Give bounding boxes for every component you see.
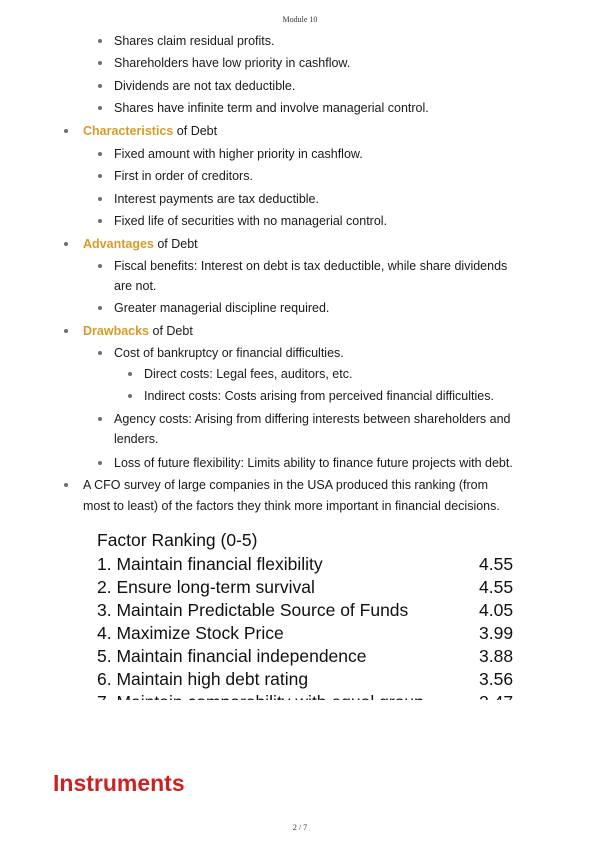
bullet-icon (98, 351, 102, 355)
bullet-icon (98, 152, 102, 156)
section-heading: Instruments (53, 770, 185, 796)
list-item: Direct costs: Legal fees, auditors, etc. (144, 367, 353, 381)
advantages-heading (83, 236, 198, 252)
ranking-label: 1. Maintain financial flexibility (97, 554, 323, 574)
characteristics-rest: of Debt (173, 124, 218, 138)
characteristics-keyword: Characteristics (83, 124, 174, 138)
ranking-value: 3.88 (479, 646, 514, 666)
list-item: Shares claim residual profits. (114, 34, 275, 48)
survey-text: A CFO survey of large companies in the USA produced this ranking (from (83, 478, 489, 492)
ranking-value: 4.55 (479, 577, 514, 597)
survey-text-continuation: most to least) of the factors they think more important in financial decisions. (83, 499, 500, 513)
list-item: Loss of future flexibility: Limits ability to finance future projects with debt. (114, 456, 513, 470)
ranking-value: 4.05 (479, 600, 514, 620)
list-item: Fiscal benefits: Interest on debt is tax deductible, while share dividends (114, 259, 508, 273)
ranking-label: 6. Maintain high debt rating (97, 669, 309, 689)
ranking-label: 2. Ensure long-term survival (97, 577, 315, 597)
bullet-icon (98, 417, 102, 421)
bullet-icon (98, 461, 102, 465)
advantages-rest: of Debt (153, 237, 198, 251)
ranking-title: Factor Ranking (0-5) (97, 530, 258, 550)
drawbacks-keyword: Drawbacks (83, 324, 150, 338)
ranking-value: 3.99 (479, 623, 514, 643)
bullet-icon (64, 242, 68, 246)
figure-crop-edge (90, 700, 530, 712)
list-item: Indirect costs: Costs arising from perceived financial difficulties. (144, 389, 494, 403)
bullet-icon (128, 394, 132, 398)
ranking-value: 4.55 (479, 554, 514, 574)
ranking-label: 4. Maximize Stock Price (97, 623, 284, 643)
ranking-label: 3. Maintain Predictable Source of Funds (97, 600, 409, 620)
list-item-continuation: are not. (114, 279, 157, 293)
bullet-icon (98, 39, 102, 43)
bullet-icon (98, 106, 102, 110)
bullet-icon (98, 264, 102, 268)
ranking-value: 3.56 (479, 669, 514, 689)
page-number: 2 / 7 (292, 823, 308, 832)
bullet-icon (128, 372, 132, 376)
list-item: Agency costs: Arising from differing interests between shareholders and (114, 412, 511, 426)
list-item: Cost of bankruptcy or financial difficulties. (114, 346, 344, 360)
ranking-label: 5. Maintain financial independence (97, 646, 367, 666)
running-header: Module 10 (282, 15, 318, 24)
list-item-continuation: lenders. (114, 432, 159, 446)
characteristics-heading (83, 123, 217, 139)
list-item: Fixed life of securities with no managerial control. (114, 214, 388, 228)
bullet-icon (64, 483, 68, 487)
drawbacks-heading (83, 323, 193, 339)
bullet-icon (98, 84, 102, 88)
list-item: Greater managerial discipline required. (114, 301, 330, 315)
bullet-icon (64, 129, 68, 133)
list-item: Interest payments are tax deductible. (114, 192, 319, 206)
bullet-icon (98, 306, 102, 310)
bullet-icon (98, 219, 102, 223)
bullet-icon (98, 61, 102, 65)
list-item: Fixed amount with higher priority in cashflow. (114, 147, 363, 161)
drawbacks-rest: of Debt (149, 324, 193, 338)
advantages-keyword: Advantages (83, 237, 154, 251)
list-item: First in order of creditors. (114, 169, 253, 183)
bullet-icon (98, 174, 102, 178)
list-item: Dividends are not tax deductible. (114, 79, 296, 93)
bullet-icon (98, 197, 102, 201)
list-item: Shareholders have low priority in cashflow. (114, 56, 351, 70)
list-item: Shares have infinite term and involve managerial control. (114, 101, 429, 115)
bullet-icon (64, 329, 68, 333)
